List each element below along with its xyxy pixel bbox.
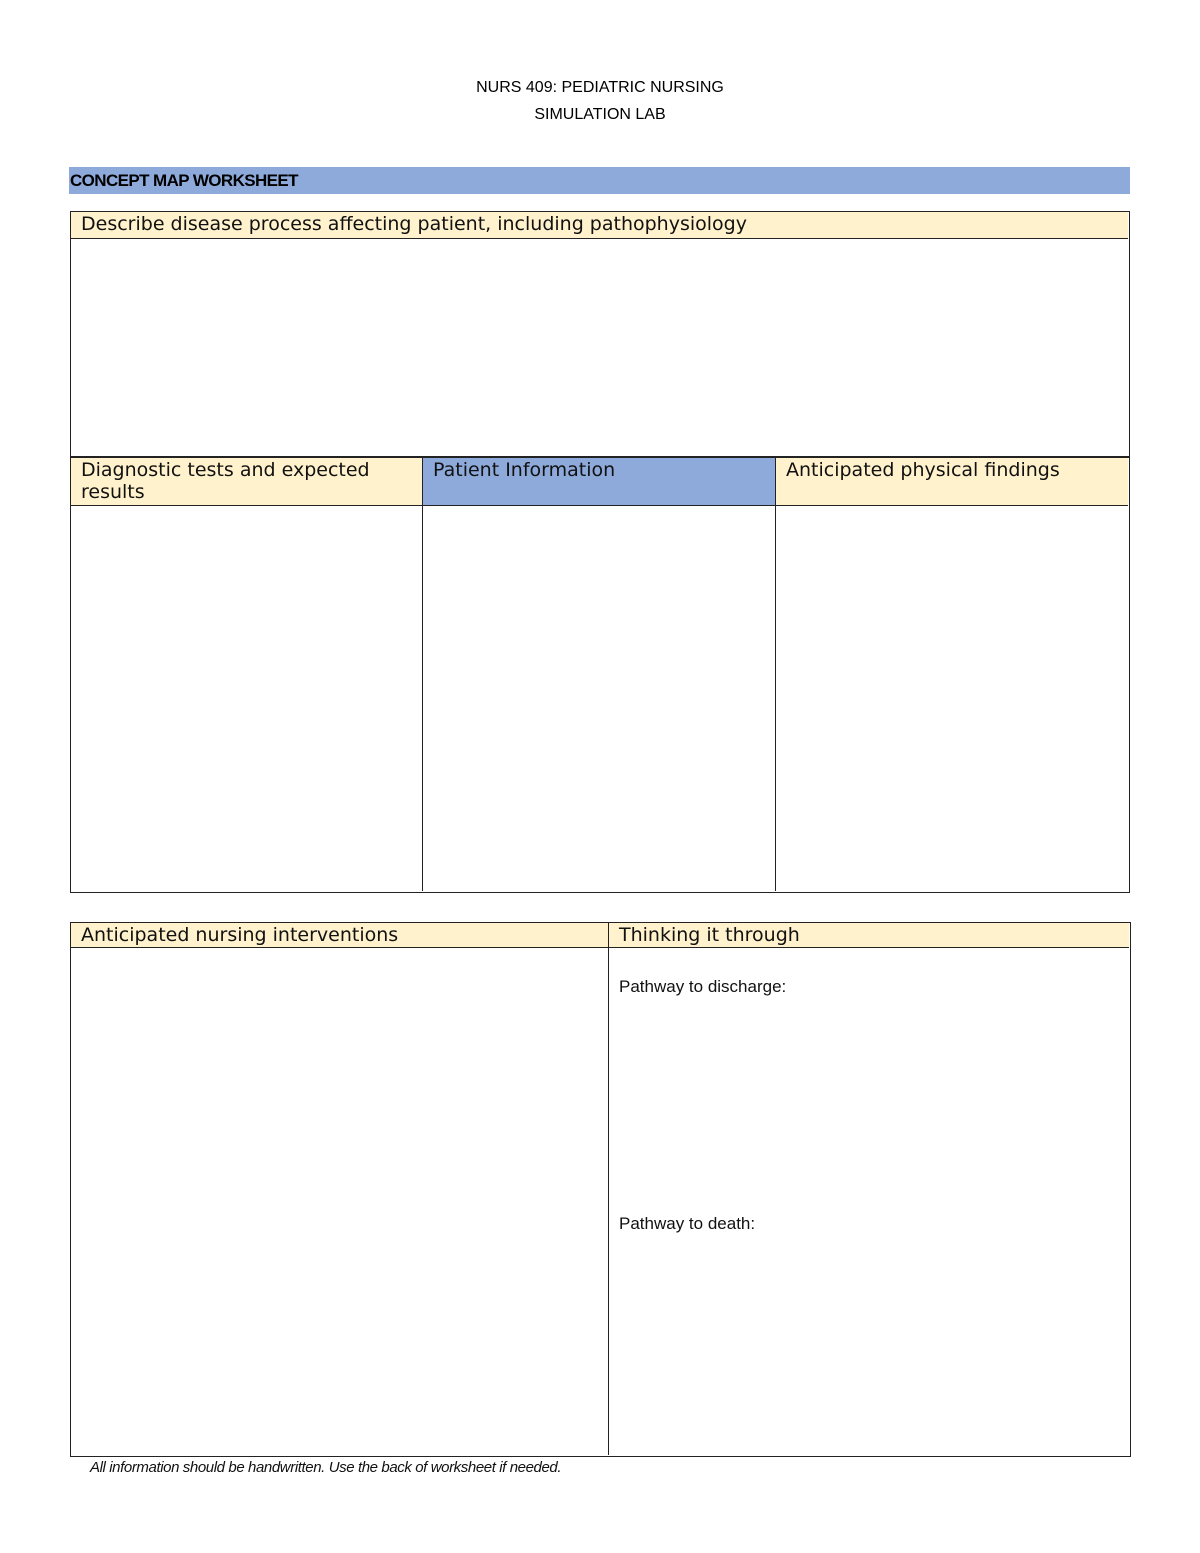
diagnostic-tests-header	[71, 458, 423, 506]
disease-process-header	[71, 212, 1128, 239]
concept-map-table	[70, 211, 1130, 893]
interventions-table	[70, 922, 1131, 1457]
handwritten-note: All information should be handwritten. Use the back of worksheet if needed.	[90, 1459, 562, 1476]
worksheet-title: CONCEPT MAP WORKSHEET	[70, 171, 298, 190]
column-divider	[775, 458, 776, 891]
physical-findings-header	[776, 458, 1128, 506]
pathway-to-discharge-prompt: Pathway to discharge:	[619, 977, 787, 996]
document-header	[0, 74, 1200, 128]
nursing-interventions-area[interactable]	[71, 948, 609, 1455]
nursing-interventions-label: Anticipated nursing interventions	[81, 924, 399, 946]
column-divider	[422, 458, 423, 891]
physical-findings-area[interactable]	[776, 506, 1128, 891]
course-subtitle: SIMULATION LAB	[534, 106, 666, 123]
patient-information-header	[423, 458, 776, 506]
patient-information-label: Patient Information	[433, 459, 616, 481]
physical-findings-label: Anticipated physical findings	[786, 459, 1060, 481]
diagnostic-tests-label: Diagnostic tests and expected results	[81, 459, 370, 503]
diagnostic-tests-area[interactable]	[71, 506, 423, 891]
course-title: NURS 409: PEDIATRIC NURSING	[476, 79, 724, 96]
thinking-it-through-header	[609, 923, 1129, 948]
worksheet-banner	[69, 167, 1130, 194]
disease-process-label: Describe disease process affecting patient, including pathophysiology	[81, 213, 747, 235]
pathway-to-death-prompt: Pathway to death:	[619, 1214, 756, 1233]
column-divider	[608, 923, 609, 1455]
nursing-interventions-header	[71, 923, 609, 948]
thinking-it-through-area[interactable]	[609, 948, 1129, 1455]
patient-information-area[interactable]	[423, 506, 776, 891]
thinking-it-through-label: Thinking it through	[619, 924, 800, 946]
disease-process-area[interactable]	[71, 239, 1128, 456]
